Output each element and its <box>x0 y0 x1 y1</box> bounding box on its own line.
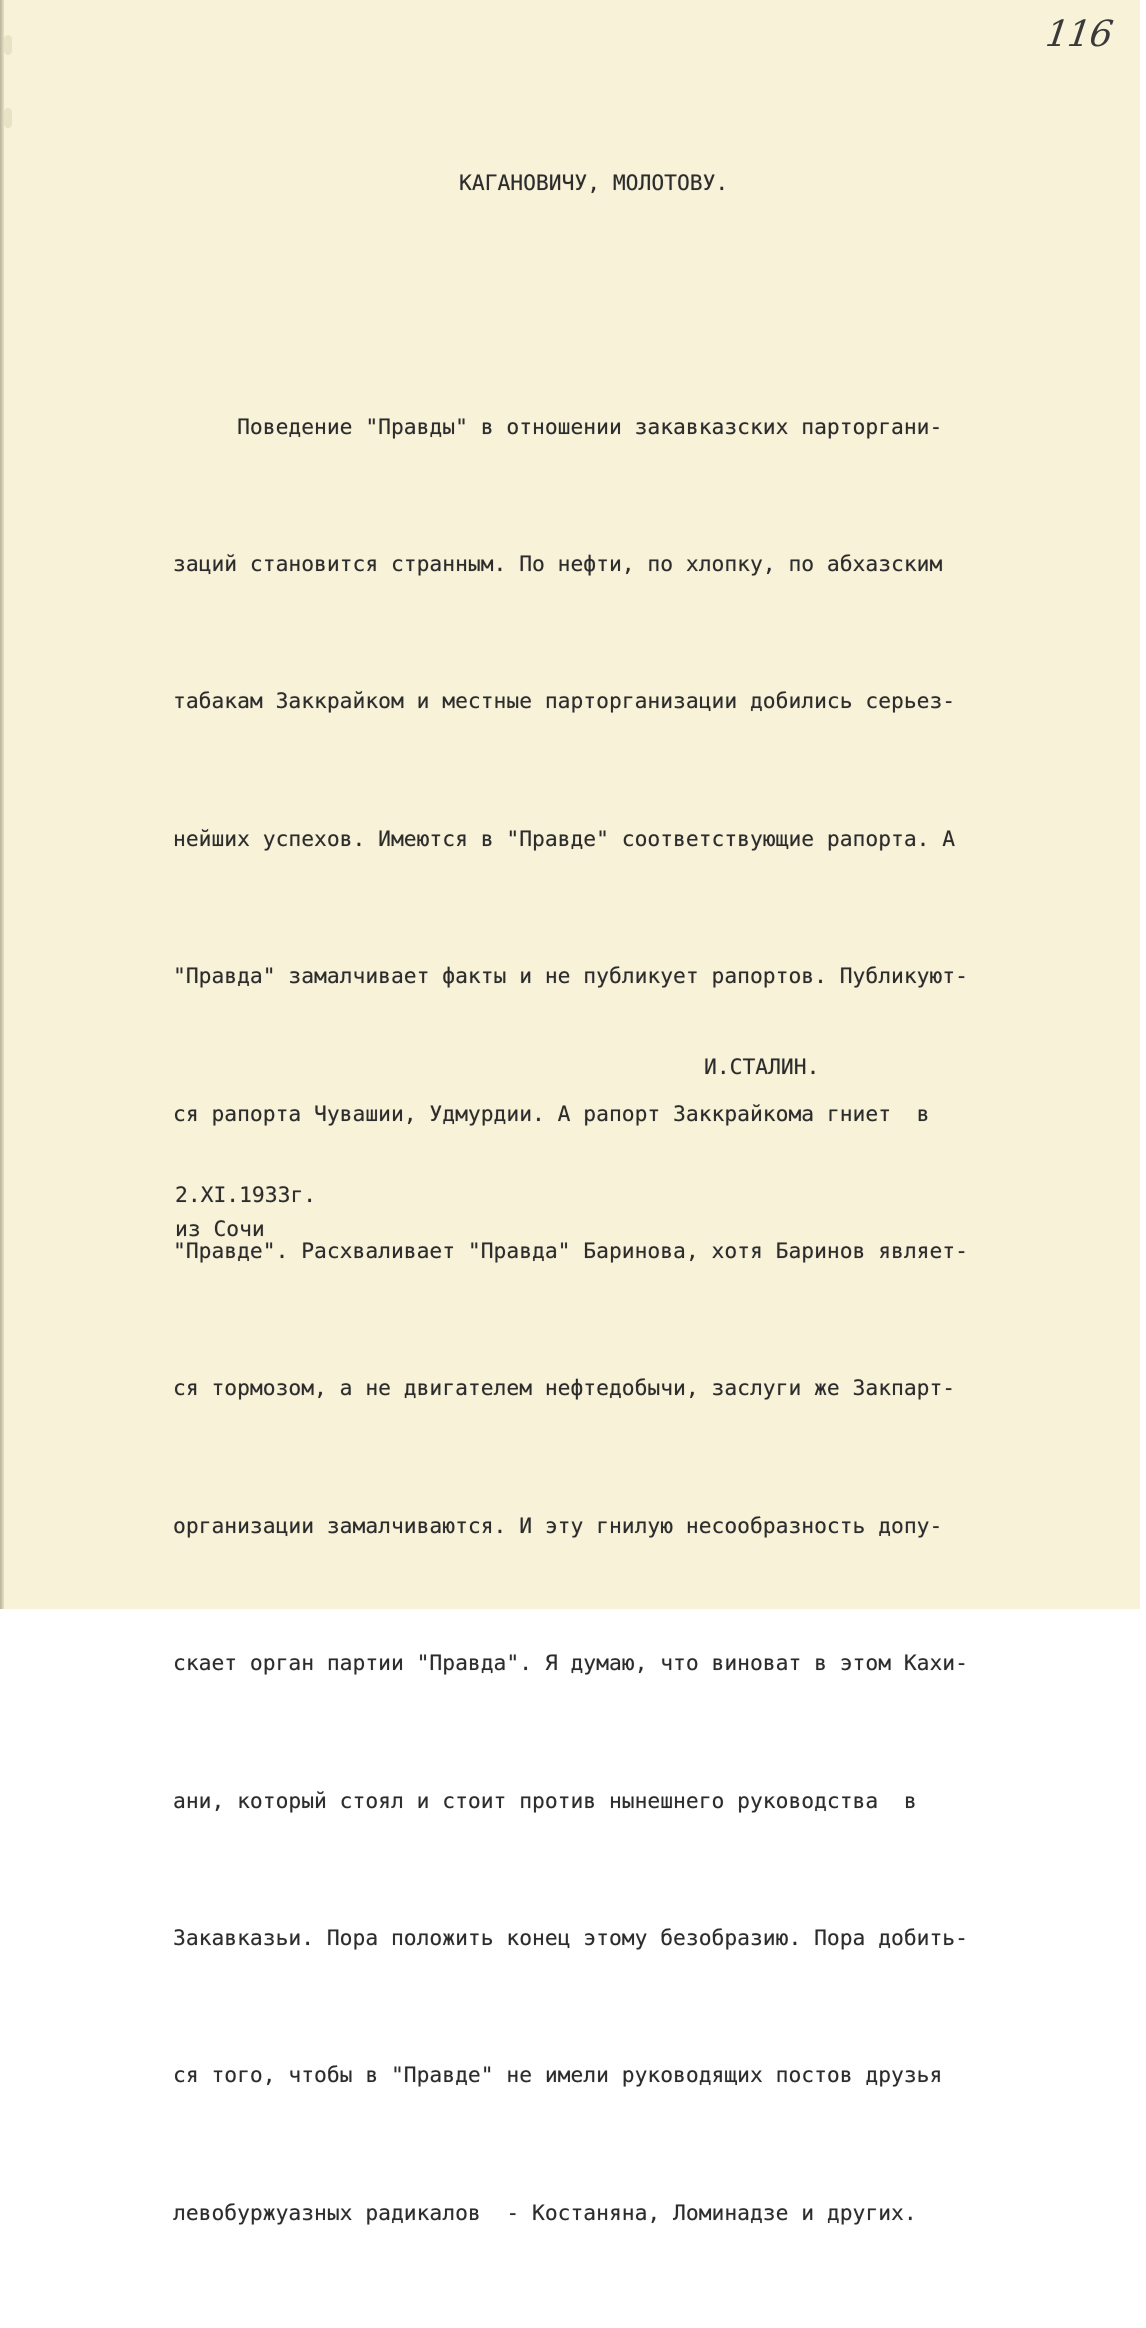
addressee-heading: КАГАНОВИЧУ, МОЛОТОВУ. <box>459 171 729 196</box>
paper-edge <box>0 0 4 1609</box>
letter-place: из Сочи <box>175 1217 265 1242</box>
body-line: ся тормозом, а не двигателем нефтедобычи, заслуги же Закпарт- <box>173 1376 956 1402</box>
body-line: табакам Заккрайком и местные парторганизации добились серьез- <box>173 689 956 715</box>
body-line: заций становится странным. По нефти, по хлопку, по абхазским <box>173 551 943 577</box>
letter-date: 2.XI.1933г. <box>175 1183 317 1208</box>
punch-mark <box>4 108 12 128</box>
body-line: ани, который стоял и стоит против нынешнего руководства в <box>173 1788 917 1814</box>
body-line: Поведение "Правды" в отношении закавказских парторгани- <box>173 414 943 440</box>
body-line: ся рапорта Чувашии, Удмурдии. А рапорт Заккрайкома гниет в <box>173 1101 930 1127</box>
signature: И.СТАЛИН. <box>704 1055 820 1080</box>
body-line: ся того, чтобы в "Правде" не имели руководящих постов друзья <box>173 2063 943 2089</box>
letter-body <box>173 313 968 2328</box>
body-line: организации замалчиваются. И эту гнилую несообразность допу- <box>173 1513 943 1539</box>
body-line: нейших успехов. Имеются в "Правде" соответствующие рапорта. А <box>173 826 956 852</box>
punch-mark <box>4 35 12 55</box>
body-line: Закавказьи. Пора положить конец этому безобразию. Пора добить- <box>173 1925 968 1951</box>
body-line: скает орган партии "Правда". Я думаю, что виноват в этом Кахи- <box>173 1651 968 1677</box>
body-line: левобуржуазных радикалов - Костаняна, Ломинадзе и других. <box>173 2200 917 2226</box>
folio-number: 116 <box>1043 14 1115 55</box>
body-line: "Правде". Расхваливает "Правда" Баринова, хотя Баринов являет- <box>173 1238 968 1264</box>
body-line: "Правда" замалчивает факты и не публикует рапортов. Публикуют- <box>173 964 968 990</box>
